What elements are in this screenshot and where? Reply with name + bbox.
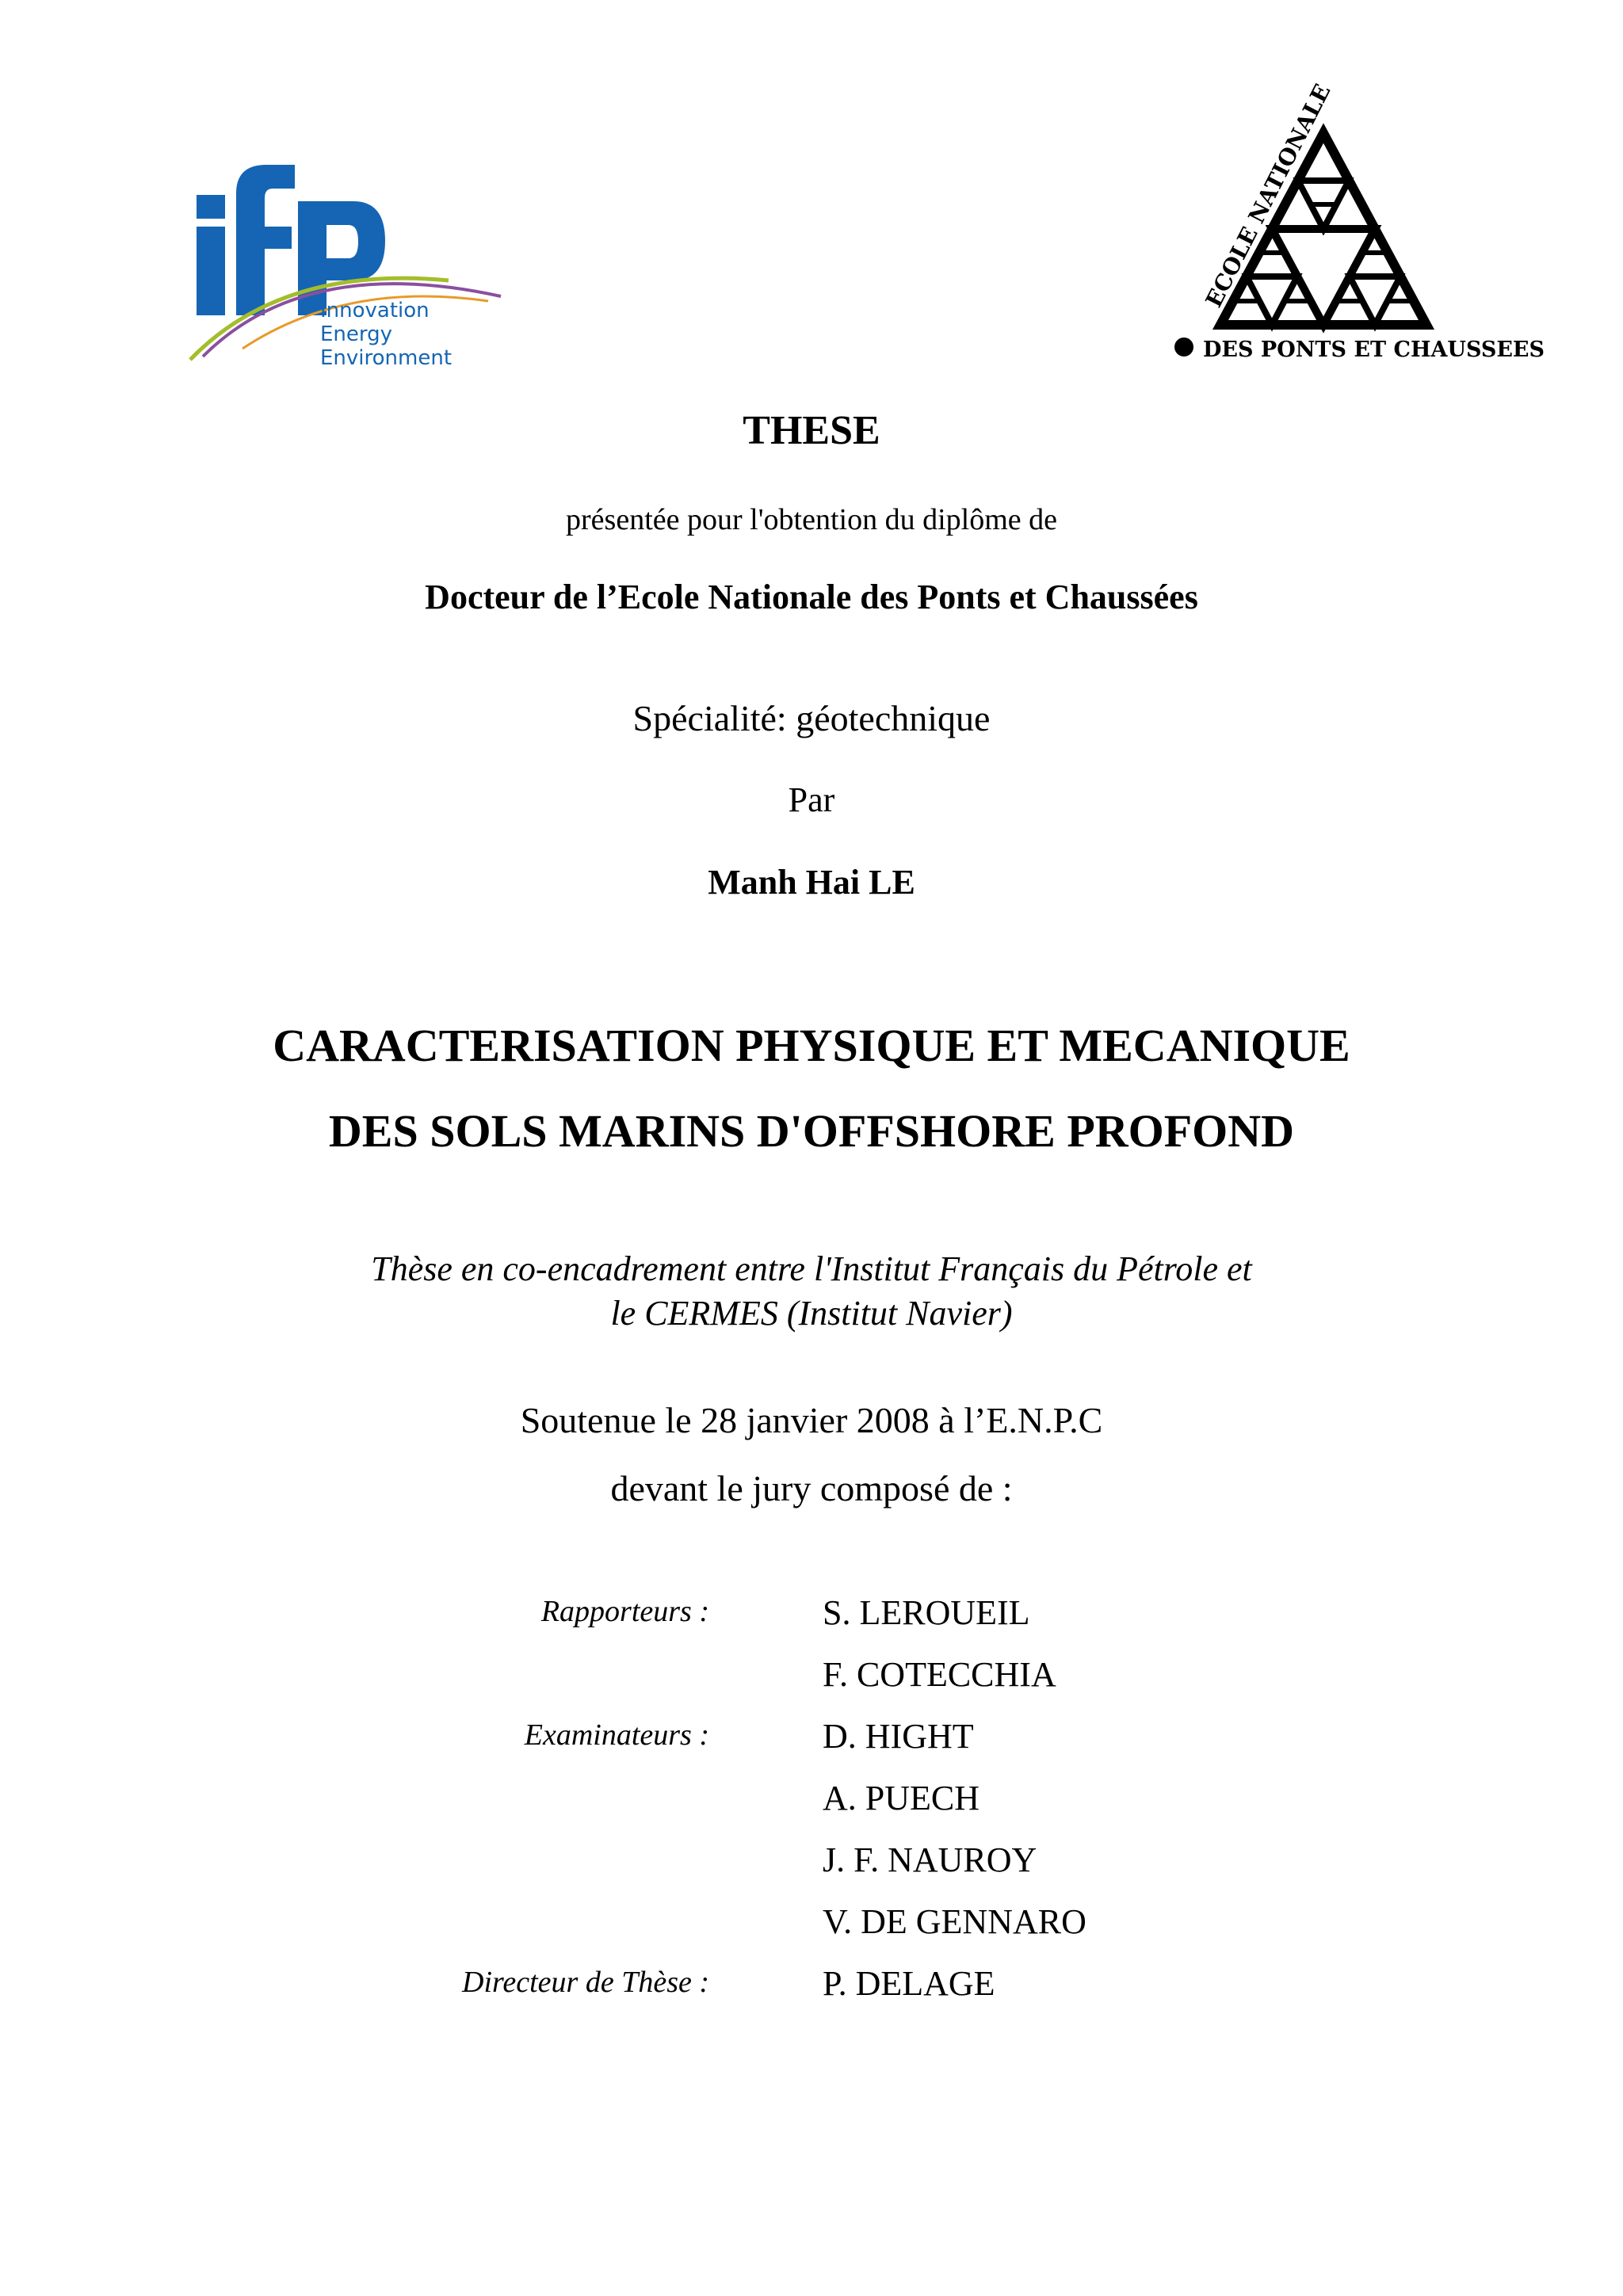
degree-title: Docteur de l’Ecole Nationale des Ponts et Chaussées xyxy=(425,578,1198,616)
presentee-text: présentée pour l'obtention du diplôme de xyxy=(566,503,1057,536)
jury-intro: devant le jury composé de : xyxy=(610,1468,1013,1508)
coencadrement-line2: le CERMES (Institut Navier) xyxy=(610,1294,1013,1333)
jury-member: S. LEROUEIL xyxy=(823,1593,1030,1632)
thesis-title-line1: CARACTERISATION PHYSIQUE ET MECANIQUE xyxy=(273,1020,1350,1071)
defense-date: Soutenue le 28 janvier 2008 à l’E.N.P.C xyxy=(520,1400,1103,1440)
ifp-logo-line3: Environment xyxy=(320,346,453,370)
jury-member: D. HIGHT xyxy=(823,1717,974,1756)
jury-member: J. F. NAUROY xyxy=(823,1840,1037,1879)
examinateurs-label: Examinateurs : xyxy=(524,1718,709,1752)
coencadrement-line1: Thèse en co-encadrement entre l'Institut Français du Pétrole et xyxy=(371,1249,1252,1288)
enpc-bottom-text: DES PONTS ET CHAUSSEES xyxy=(1203,338,1545,362)
par-text: Par xyxy=(788,780,835,819)
jury-member: A. PUECH xyxy=(823,1779,980,1817)
directeur-label: Directeur de Thèse : xyxy=(462,1966,709,1999)
jury-member: P. DELAGE xyxy=(823,1964,995,2003)
author-name: Manh Hai LE xyxy=(708,863,915,902)
jury-member: V. DE GENNARO xyxy=(823,1902,1086,1941)
rapporteurs-label: Rapporteurs : xyxy=(540,1595,709,1628)
thesis-title-line2: DES SOLS MARINS D'OFFSHORE PROFOND xyxy=(328,1105,1295,1157)
specialty: Spécialité: géotechnique xyxy=(632,698,991,738)
jury-member: F. COTECCHIA xyxy=(823,1655,1056,1694)
ifp-logo-line2: Energy xyxy=(320,322,393,346)
ifp-logo-line1: Innovation xyxy=(320,299,430,322)
enpc-arc-text: ECOLE NATIONALE xyxy=(1200,79,1336,312)
ifp-logo xyxy=(187,162,504,371)
enpc-logo xyxy=(1157,79,1545,371)
these-heading: THESE xyxy=(743,408,880,453)
